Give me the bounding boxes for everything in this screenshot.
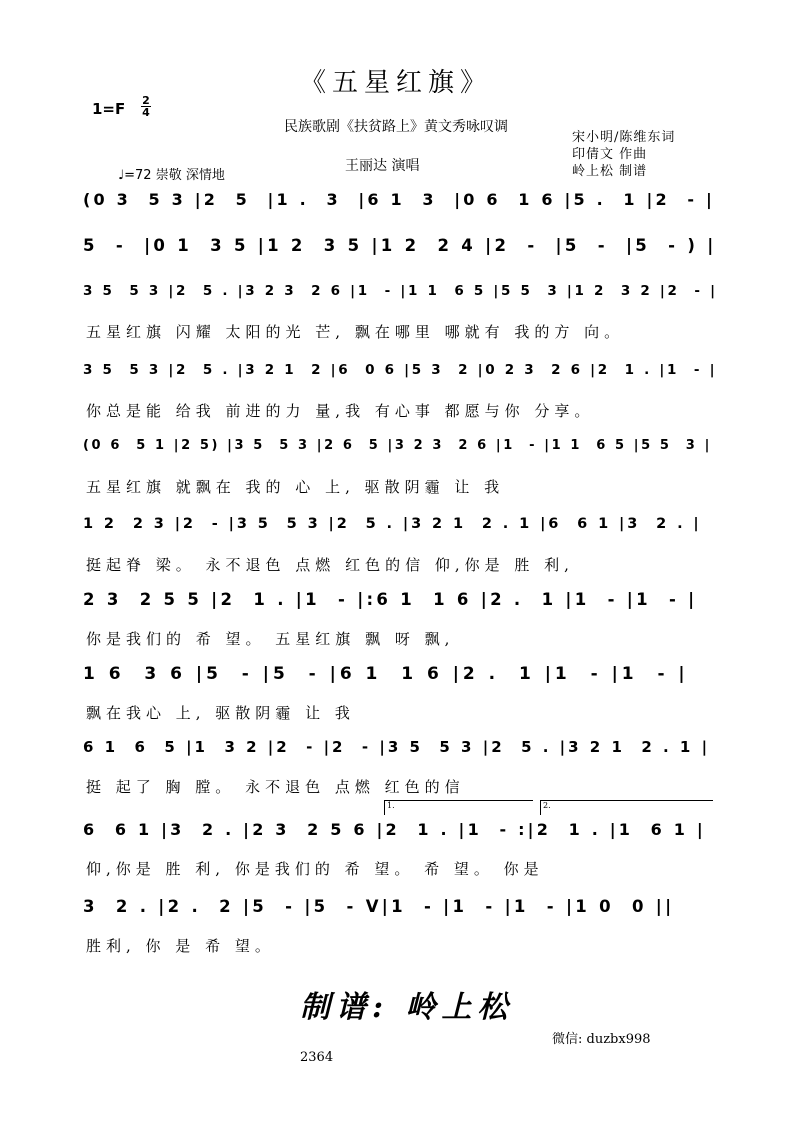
notation-line: 1 2 2 3 |2 - |3 5 5 3 |2 5 . |3 2 1 2 . 1 |6 6 1 |3 2 . |: [83, 516, 702, 532]
lyric-line: 五星红旗 就飘在 我的 心 上, 驱散阴霾 让 我: [86, 478, 505, 496]
lyric-line: 仰,你是 胜 利, 你是我们的 希 望。 希 望。 你是: [86, 860, 544, 878]
wechat-contact: 微信: duzbx998: [552, 1032, 651, 1047]
lyric-line: 挺 起了 胸 膛。 永不退色 点燃 红色的信: [86, 778, 465, 796]
notation-line: 6 6 1 |3 2 . |2 3 2 5 6 |2 1 . |1 - :|2 1 . |1 6 1 |: [83, 820, 706, 839]
notation-line: 3 5 5 3 |2 5 . |3 2 1 2 |6 0 6 |5 3 2 |0 2 3 2 6 |2 1 . |1 - |: [83, 362, 718, 378]
meter-bottom: 4: [142, 106, 150, 119]
lyric-line: 挺起脊 梁。 永不退色 点燃 红色的信 仰,你是 胜 利,: [86, 556, 574, 574]
notation-line: 6 1 6 5 |1 3 2 |2 - |2 - |3 5 5 3 |2 5 . |3 2 1 2 . 1 |: [83, 738, 711, 756]
lyric-line: 飘在我心 上, 驱散阴霾 让 我: [86, 704, 355, 722]
score-row-3: [83, 283, 723, 319]
volta-first-label: 1.: [387, 801, 395, 810]
score-row-1: [83, 190, 723, 226]
volta-first-ending: [384, 800, 533, 815]
key-signature: 1=F: [92, 100, 126, 118]
score-row-5: [83, 438, 723, 474]
notation-line: (0 6 5 1 |2 5) |3 5 5 3 |2 6 5 |3 2 3 2 6 |1 - |1 1 6 5 |5 5 3 |: [83, 438, 712, 453]
subtitle: 民族歌剧《扶贫路上》黄文秀咏叹调: [284, 119, 508, 135]
lyric-line: 五星红旗 闪耀 太阳的光 芒, 飘在哪里 哪就有 我的方 向。: [86, 323, 625, 341]
notation-line: 2 3 2 5 5 |2 1 . |1 - |:6 1 1 6 |2 . 1 |1 - |1 - |: [83, 590, 698, 609]
meter-top: 2: [142, 94, 150, 107]
score-row-7: [83, 590, 723, 626]
tempo-marking: ♩=72 崇敬 深情地: [118, 168, 225, 183]
time-signature: [141, 95, 151, 118]
score-row-6: [83, 516, 723, 552]
volta-second-label: 2.: [543, 801, 551, 810]
score-row-4: [83, 362, 723, 398]
page-number: 2364: [300, 1050, 334, 1065]
lyricist-credit: 宋小明/陈维东词: [572, 130, 676, 145]
score-row-11: [83, 897, 723, 933]
score-row-2: [83, 236, 723, 272]
notation-line: 3 5 5 3 |2 5 . |3 2 3 2 6 |1 - |1 1 6 5 |5 5 3 |1 2 3 2 |2 - |: [83, 283, 718, 299]
song-title: 《五星红旗》: [299, 68, 492, 98]
composer-credit: 印倩文 作曲: [572, 147, 648, 162]
lyric-line: 你是我们的 希 望。 五星红旗 飘 呀 飘,: [86, 630, 455, 648]
notation-line: (0 3 5 3 |2 5 |1 . 3 |6 1 3 |0 6 1 6 |5 . 1 |2 - |: [83, 190, 716, 209]
notation-line: 5 - |0 1 3 5 |1 2 3 5 |1 2 2 4 |2 - |5 - |5 - ) |: [83, 236, 717, 255]
notation-line: 3 2 . |2 . 2 |5 - |5 - V|1 - |1 - |1 - |1 0 0 ||: [83, 897, 675, 916]
lyric-line: 胜利, 你 是 希 望。: [86, 937, 275, 955]
notation-line: 1 6 3 6 |5 - |5 - |6 1 1 6 |2 . 1 |1 - |1 - |: [83, 664, 689, 684]
volta-second-ending: [540, 800, 713, 815]
singer-credit: 王丽达 演唱: [345, 158, 420, 174]
score-row-9: [83, 738, 723, 774]
transcriber-signature: 制谱: 岭上松: [300, 990, 514, 1025]
score-row-10: [83, 820, 723, 856]
score-row-8: [83, 664, 723, 700]
transcriber-credit: 岭上松 制谱: [572, 164, 648, 179]
lyric-line: 你总是能 给我 前进的力 量,我 有心事 都愿与你 分享。: [86, 402, 595, 420]
